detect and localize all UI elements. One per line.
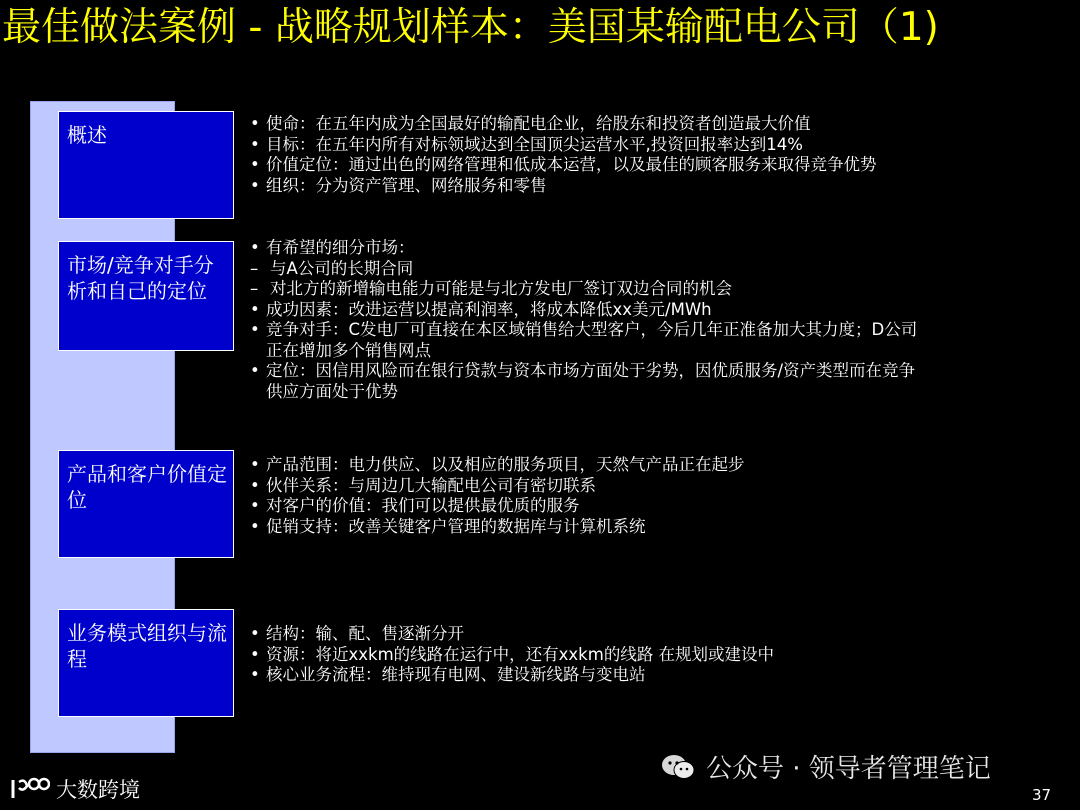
wechat-watermark <box>660 748 991 785</box>
bullet-dot-icon: • <box>250 455 260 474</box>
bullet-item: • 促销支持：改善关键客户管理的数据库与计算机系统 <box>250 516 646 536</box>
sub-bullet-item: – 与A公司的长期合同 <box>250 258 414 278</box>
bullet-dot-icon: • <box>250 516 260 536</box>
bullet-item: • 价值定位：通过出色的网络管理和低成本运营，以及最佳的顾客服务来取得竞争优势 <box>250 155 877 174</box>
brand-logo <box>10 774 140 804</box>
bullet-item: • 产品范围：电力供应、以及相应的服务项目，天然气产品正在起步 <box>250 455 745 474</box>
bullet-dot-icon: • <box>250 175 260 195</box>
brand-logo-icon <box>10 776 50 802</box>
bullet-item: • 竞争对手：C发电厂可直接在本区域销售给大型客户，今后几年正准备加大其力度；D公司 正在增加多个销售网点 <box>250 320 918 360</box>
bullet-dot-icon: • <box>250 238 260 257</box>
bullet-dot-icon: • <box>250 155 260 174</box>
section-bullets-business-model <box>250 624 774 686</box>
bullet-item: • 结构：输、配、售逐渐分开 <box>250 624 464 643</box>
section-label-market-analysis: 市场/竞争对手分析和自己的定位 <box>58 241 234 351</box>
bullet-dot-icon: • <box>250 496 260 515</box>
bullet-item: • 核心业务流程：维持现有电网、建设新线路与变电站 <box>250 665 646 684</box>
bullet-dot-icon: • <box>250 624 260 643</box>
bullet-dot-icon: • <box>250 475 260 495</box>
section-label-product-value: 产品和客户价值定位 <box>58 450 234 558</box>
bullet-item: • 组织：分为资产管理、网络服务和零售 <box>250 175 547 195</box>
bullet-item: • 成功因素：改进运营以提高利润率，将成本降低xx美元/MWh <box>250 299 712 319</box>
bullet-dot-icon: • <box>250 320 260 339</box>
dash-icon: – <box>250 279 259 298</box>
bullet-dot-icon: • <box>250 134 260 154</box>
wechat-icon <box>660 752 696 782</box>
bullet-item: • 定位：因信用风险而在银行贷款与资本市场方面处于劣势，因优质服务/资产类型而在竞争 供应方面处于优势 <box>250 361 916 401</box>
bullet-item: • 资源：将近xxkm的线路在运行中，还有xxkm的线路 在规划或建设中 <box>250 644 775 664</box>
bullet-dot-icon: • <box>250 665 260 684</box>
section-label-business-model: 业务模式组织与流程 <box>58 609 234 717</box>
bullet-item: • 伙伴关系：与周边几大输配电公司有密切联系 <box>250 475 596 495</box>
dash-icon: – <box>250 258 259 278</box>
brand-logo-text: 大数跨境 <box>56 778 140 802</box>
slide-title: 最佳做法案例 - 战略规划样本：美国某输配电公司（1) <box>2 5 939 50</box>
bullet-dot-icon: • <box>250 299 260 319</box>
page-number: 37 <box>1032 786 1052 804</box>
section-bullets-overview <box>250 114 877 196</box>
bullet-item: • 对客户的价值：我们可以提供最优质的服务 <box>250 496 580 515</box>
section-bullets-product-value <box>250 455 745 537</box>
bullet-dot-icon: • <box>250 644 260 664</box>
sub-bullet-item: – 对北方的新增输电能力可能是与北方发电厂签订双边合同的机会 <box>250 279 732 298</box>
section-bullets-market-analysis <box>250 238 917 402</box>
bullet-item: • 目标：在五年内所有对标领域达到全国顶尖运营水平,投资回报率达到14% <box>250 134 803 154</box>
section-label-overview: 概述 <box>58 111 234 219</box>
bullet-dot-icon: • <box>250 114 260 133</box>
watermark-text: 公众号 · 领导者管理笔记 <box>706 754 991 784</box>
bullet-dot-icon: • <box>250 361 260 380</box>
bullet-item: • 有希望的细分市场： <box>250 238 415 257</box>
bullet-item: • 使命：在五年内成为全国最好的输配电企业，给股东和投资者创造最大价值 <box>250 114 811 133</box>
